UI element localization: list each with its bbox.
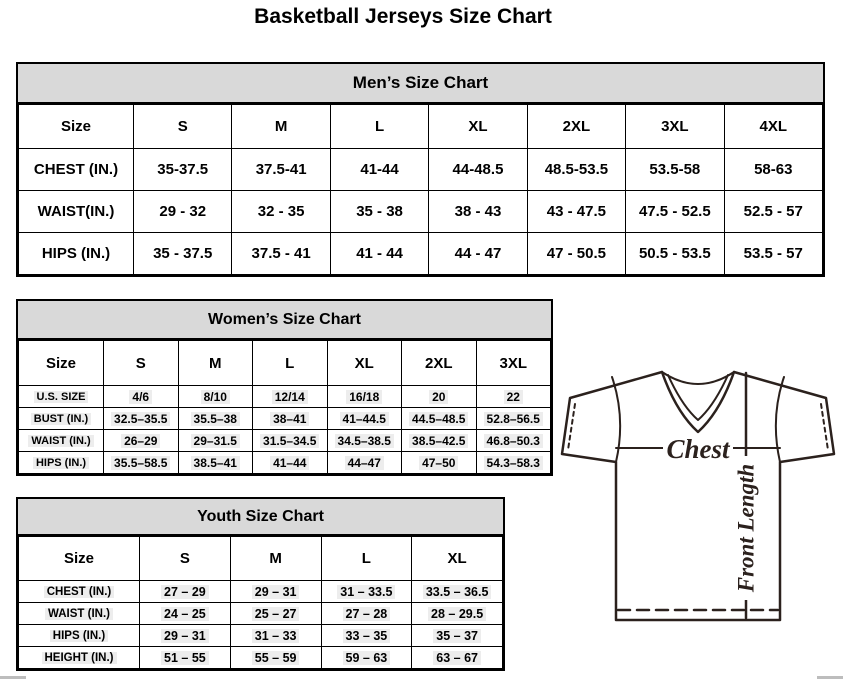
size-value-cell: 48.5-53.5: [527, 149, 625, 191]
highlighted-text: 8/10: [201, 390, 230, 404]
row-label: CHEST (IN.): [19, 149, 134, 191]
size-value-cell: [412, 647, 503, 669]
highlighted-text: HEIGHT (IN.): [42, 652, 117, 664]
size-value-cell: [327, 408, 402, 430]
column-header: M: [178, 341, 253, 386]
column-header: L: [330, 105, 428, 149]
highlighted-text: 35 – 37: [433, 629, 481, 643]
size-value-cell: 37.5-41: [232, 149, 330, 191]
size-value-cell: [321, 581, 412, 603]
highlighted-text: 55 – 59: [252, 651, 300, 665]
collar-inner-v: [668, 375, 728, 420]
highlighted-text: 31.5–34.5: [260, 434, 319, 448]
column-header: XL: [327, 341, 402, 386]
size-value-cell: 32 - 35: [232, 191, 330, 233]
table-row: [19, 430, 551, 452]
column-header: S: [104, 341, 179, 386]
size-value-cell: 58-63: [724, 149, 822, 191]
size-value-cell: 44 - 47: [429, 233, 527, 275]
size-value-cell: 37.5 - 41: [232, 233, 330, 275]
size-value-cell: [412, 581, 503, 603]
size-value-cell: [230, 581, 321, 603]
size-value-cell: [327, 386, 402, 408]
highlighted-text: U.S. SIZE: [34, 391, 89, 403]
row-label: [19, 603, 140, 625]
jersey-measurement-diagram: [556, 360, 840, 632]
front-length-label: Front Length: [733, 463, 759, 593]
size-value-cell: [253, 452, 328, 474]
highlighted-text: 59 – 63: [343, 651, 391, 665]
size-value-cell: [327, 430, 402, 452]
mens-size-chart: [16, 62, 825, 277]
size-value-cell: [476, 430, 551, 452]
size-value-cell: [327, 452, 402, 474]
column-header: 4XL: [724, 105, 822, 149]
highlighted-text: 34.5–38.5: [335, 434, 394, 448]
highlighted-text: 63 – 67: [433, 651, 481, 665]
size-value-cell: [104, 430, 179, 452]
size-value-cell: 50.5 - 53.5: [626, 233, 724, 275]
size-value-cell: 47 - 50.5: [527, 233, 625, 275]
left-armhole-seam: [612, 377, 620, 462]
column-header: 2XL: [527, 105, 625, 149]
highlighted-text: 38.5–42.5: [409, 434, 468, 448]
highlighted-text: CHEST (IN.): [44, 586, 115, 598]
highlighted-text: WAIST (IN.): [28, 435, 93, 447]
highlighted-text: 31 – 33: [252, 629, 300, 643]
size-value-cell: 41-44: [330, 149, 428, 191]
collar-outer-v: [662, 372, 734, 432]
size-value-cell: 29 - 32: [134, 191, 232, 233]
size-value-cell: [140, 603, 231, 625]
highlighted-text: 46.8–50.3: [484, 434, 543, 448]
highlighted-text: 47–50: [419, 456, 458, 470]
youth-table: [18, 536, 503, 669]
highlighted-text: 25 – 27: [252, 607, 300, 621]
highlighted-text: 28 – 29.5: [428, 607, 486, 621]
column-header: 2XL: [402, 341, 477, 386]
highlighted-text: 35.5–58.5: [111, 456, 170, 470]
highlighted-text: 29–31.5: [191, 434, 240, 448]
highlighted-text: 38.5–41: [191, 456, 240, 470]
highlighted-text: 24 – 25: [161, 607, 209, 621]
size-value-cell: [230, 625, 321, 647]
highlighted-text: 27 – 29: [161, 585, 209, 599]
size-value-cell: 35 - 37.5: [134, 233, 232, 275]
right-armhole-seam: [776, 377, 784, 462]
table-row: [19, 452, 551, 474]
size-value-cell: [476, 386, 551, 408]
table-row: [19, 625, 503, 647]
highlighted-text: 31 – 33.5: [337, 585, 395, 599]
highlighted-text: 54.3–58.3: [484, 456, 543, 470]
row-label: [19, 581, 140, 603]
column-header: 3XL: [476, 341, 551, 386]
row-label: [19, 408, 104, 430]
womens-table: [18, 340, 551, 474]
size-value-cell: 43 - 47.5: [527, 191, 625, 233]
highlighted-text: 20: [429, 390, 448, 404]
column-header: S: [140, 537, 231, 581]
highlighted-text: 29 – 31: [161, 629, 209, 643]
highlighted-text: 44–47: [345, 456, 384, 470]
highlighted-text: 35.5–38: [191, 412, 240, 426]
size-value-cell: [402, 408, 477, 430]
womens-size-chart: [16, 299, 553, 476]
column-header: M: [232, 105, 330, 149]
mens-chart-title: Men’s Size Chart: [18, 64, 823, 104]
highlighted-text: 16/18: [346, 390, 382, 404]
size-value-cell: [321, 647, 412, 669]
size-value-cell: 41 - 44: [330, 233, 428, 275]
size-value-cell: 38 - 43: [429, 191, 527, 233]
row-label: [19, 452, 104, 474]
column-header: Size: [19, 105, 134, 149]
size-value-cell: [402, 386, 477, 408]
highlighted-text: 41–44: [270, 456, 309, 470]
table-row: [19, 233, 823, 275]
header-row: [19, 537, 503, 581]
highlighted-text: 38–41: [270, 412, 309, 426]
size-value-cell: [321, 603, 412, 625]
size-value-cell: [230, 647, 321, 669]
row-label: [19, 625, 140, 647]
table-row: [19, 149, 823, 191]
size-value-cell: [412, 625, 503, 647]
row-label: WAIST(IN.): [19, 191, 134, 233]
column-header: Size: [19, 537, 140, 581]
highlighted-text: 32.5–35.5: [111, 412, 170, 426]
highlighted-text: 12/14: [272, 390, 308, 404]
size-value-cell: [253, 430, 328, 452]
highlighted-text: WAIST (IN.): [45, 608, 113, 620]
size-value-cell: 53.5-58: [626, 149, 724, 191]
size-value-cell: 47.5 - 52.5: [626, 191, 724, 233]
highlighted-text: HIPS (IN.): [33, 457, 89, 469]
table-row: [19, 386, 551, 408]
size-value-cell: [321, 625, 412, 647]
size-value-cell: [140, 581, 231, 603]
size-value-cell: [476, 452, 551, 474]
size-value-cell: [402, 452, 477, 474]
size-value-cell: 53.5 - 57: [724, 233, 822, 275]
column-header: L: [253, 341, 328, 386]
size-value-cell: [178, 430, 253, 452]
highlighted-text: HIPS (IN.): [50, 630, 108, 642]
table-row: [19, 647, 503, 669]
highlighted-text: 4/6: [129, 390, 152, 404]
size-value-cell: 44-48.5: [429, 149, 527, 191]
highlighted-text: 44.5–48.5: [409, 412, 468, 426]
size-value-cell: [178, 386, 253, 408]
jersey-outline: [562, 372, 834, 620]
size-value-cell: [178, 408, 253, 430]
row-label: [19, 430, 104, 452]
size-value-cell: [104, 408, 179, 430]
size-value-cell: [412, 603, 503, 625]
size-value-cell: [402, 430, 477, 452]
page-title: Basketball Jerseys Size Chart: [254, 5, 552, 28]
size-value-cell: 35-37.5: [134, 149, 232, 191]
column-header: XL: [412, 537, 503, 581]
highlighted-text: 51 – 55: [161, 651, 209, 665]
highlighted-text: 26–29: [121, 434, 160, 448]
highlighted-text: 27 – 28: [343, 607, 391, 621]
mens-table: [18, 104, 823, 275]
jersey-diagram-svg: [556, 360, 840, 632]
size-value-cell: 52.5 - 57: [724, 191, 822, 233]
chest-label: Chest: [666, 434, 730, 464]
row-label: HIPS (IN.): [19, 233, 134, 275]
column-header: XL: [429, 105, 527, 149]
highlighted-text: 22: [504, 390, 523, 404]
table-row: [19, 603, 503, 625]
youth-chart-title: Youth Size Chart: [18, 499, 503, 536]
size-value-cell: [178, 452, 253, 474]
table-row: [19, 408, 551, 430]
column-header: 3XL: [626, 105, 724, 149]
table-row: [19, 191, 823, 233]
column-header: Size: [19, 341, 104, 386]
highlighted-text: 33 – 35: [343, 629, 391, 643]
highlighted-text: 41–44.5: [340, 412, 389, 426]
size-value-cell: [253, 386, 328, 408]
size-value-cell: [140, 647, 231, 669]
size-value-cell: [230, 603, 321, 625]
size-value-cell: [104, 386, 179, 408]
highlighted-text: BUST (IN.): [31, 413, 91, 425]
header-row: [19, 341, 551, 386]
highlighted-text: 52.8–56.5: [484, 412, 543, 426]
table-row: [19, 581, 503, 603]
column-header: M: [230, 537, 321, 581]
header-row: [19, 105, 823, 149]
youth-size-chart: [16, 497, 505, 671]
row-label: [19, 386, 104, 408]
size-value-cell: [476, 408, 551, 430]
size-value-cell: 35 - 38: [330, 191, 428, 233]
row-label: [19, 647, 140, 669]
size-value-cell: [253, 408, 328, 430]
size-value-cell: [140, 625, 231, 647]
highlighted-text: 33.5 – 36.5: [423, 585, 492, 599]
highlighted-text: 29 – 31: [252, 585, 300, 599]
column-header: S: [134, 105, 232, 149]
size-value-cell: [104, 452, 179, 474]
collar-back-curve: [662, 372, 734, 384]
womens-chart-title: Women’s Size Chart: [18, 301, 551, 340]
column-header: L: [321, 537, 412, 581]
